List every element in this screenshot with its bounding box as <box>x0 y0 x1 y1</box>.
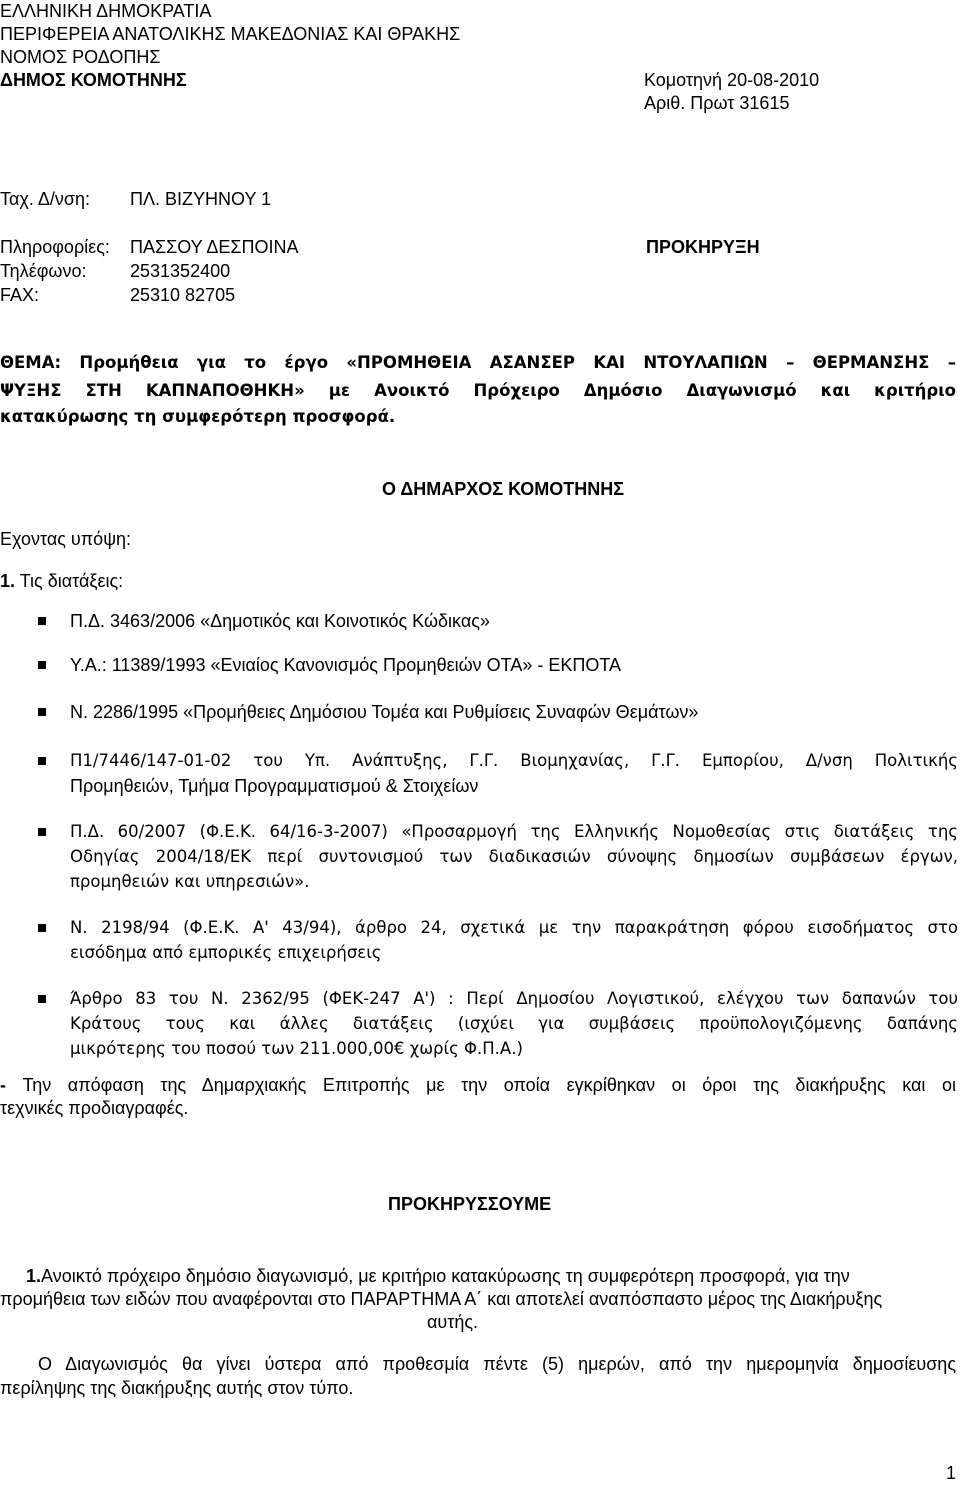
protocol-number: Αριθ. Πρωτ 31615 <box>644 93 790 113</box>
subject-line-3: κατακύρωσης τη συμφερότερη προσφορά. <box>0 407 396 426</box>
bullet-icon <box>38 708 46 716</box>
provisions-heading <box>0 570 123 593</box>
provisions-label: Τις διατάξεις: <box>15 571 124 591</box>
address-label: Ταχ. Δ/νση: <box>0 189 91 209</box>
header-country: ΕΛΛΗΝΙΚΗ ΔΗΜΟΚΡΑΤΙΑ <box>0 1 212 21</box>
phone-value: 2531352400 <box>130 261 231 281</box>
proclaim-heading: ΠΡΟΚΗΡΥΣΣΟΥΜΕ <box>388 1194 552 1214</box>
info-value: ΠΑΣΣΟΥ ΔΕΣΠΟΙΝΑ <box>130 237 299 257</box>
subject-line-2: ΨΥΞΗΣ ΣΤΗ ΚΑΠΝΑΠΟΘΗΚΗ» με Ανοικτό Πρόχειρο Δημόσιο Διαγωνισμό και κριτήριο <box>0 381 956 400</box>
decision-line-2: τεχνικές προδιαγραφές. <box>0 1098 189 1118</box>
provision-item: Π1/7446/147-01-02 του Υπ. Ανάπτυξης, Γ.Γ. Βιομηχανίας, Γ.Γ. Εμπορίου, Δ/νση Πολιτικής <box>70 751 958 770</box>
bullet-icon <box>38 617 46 625</box>
provision-item-continued: προμηθειών και υπηρεσιών». <box>70 872 310 891</box>
provision-item-continued: Οδηγίας 2004/18/ΕΚ περί συντονισμού των διαδικασιών σύνοψης δημοσίων συμβάσεων έργων, <box>70 847 958 866</box>
provision-item: Ν. 2286/1995 «Προμήθειες Δημόσιου Τομέα και Ρυθμίσεις Συναφών Θεμάτων» <box>70 702 699 722</box>
header-prefecture: ΝΟΜΟΣ ΡΟΔΟΠΗΣ <box>0 47 161 67</box>
info-label: Πληροφορίες: <box>0 237 110 257</box>
clause-1-line-3: αυτής. <box>427 1312 479 1332</box>
bullet-icon <box>38 757 46 765</box>
subject-line-1: ΘΕΜΑ: Προμήθεια για το έργο «ΠΡΟΜΗΘΕΙΑ ΑΣΑΝΣΕΡ ΚΑΙ ΝΤΟΥΛΑΠΙΩΝ – ΘΕΡΜΑΝΣΗΣ – <box>0 353 956 372</box>
header-region: ΠΕΡΙΦΕΡΕΙΑ ΑΝΑΤΟΛΙΚΗΣ ΜΑΚΕΔΟΝΙΑΣ ΚΑΙ ΘΡΑΚΗΣ <box>0 24 461 44</box>
fax-label: FAX: <box>0 285 40 305</box>
clause-1-number: 1. <box>26 1266 42 1286</box>
mayor-heading: Ο ΔΗΜΑΡΧΟΣ ΚΟΜΟΤΗΝΗΣ <box>382 479 625 499</box>
decision-dash: - <box>0 1075 23 1095</box>
clause-1-line-1 <box>26 1265 850 1288</box>
clause-1-line-2: προμήθεια των ειδών που αναφέρονται στο ΠΑΡΑΡΤΗΜΑ Α΄ και αποτελεί αναπόσπαστο μέρος της Διακήρυξης <box>0 1289 883 1309</box>
provision-item: Π.Δ. 3463/2006 «Δημοτικός και Κοινοτικός Κώδικας» <box>70 611 490 631</box>
provision-item-continued: μικρότερης του ποσού των 211.000,00€ χωρίς Φ.Π.Α.) <box>70 1039 523 1058</box>
provision-item: Υ.Α.: 11389/1993 «Ενιαίος Κανονισμός Προμηθειών ΟΤΑ» - ΕΚΠΟΤΑ <box>70 655 622 675</box>
document-date: Κομοτηνή 20-08-2010 <box>644 70 820 90</box>
bullet-icon <box>38 924 46 932</box>
clause-2-line-1: Ο Διαγωνισμός θα γίνει ύστερα από προθεσμία πέντε (5) ημερών, από την ημερομηνία δημοσίευσης <box>38 1354 956 1374</box>
provision-item: Άρθρο 83 του Ν. 2362/95 (ΦΕΚ-247 Α') : Περί Δημοσίου Λογιστικού, ελέγχου των δαπανών του <box>70 989 958 1008</box>
bullet-icon <box>38 661 46 669</box>
considering-label: Εχοντας υπόψη: <box>0 529 132 549</box>
provision-item-continued: εισόδημα από εμπορικές επιχειρήσεις <box>70 943 382 962</box>
bullet-icon <box>38 828 46 836</box>
decision-text: Την απόφαση της Δημαρχιακής Επιτροπής με την οποία εγκρίθηκαν οι όροι της διακήρυξης και οι <box>22 1075 957 1095</box>
provision-item: Ν. 2198/94 (Φ.Ε.Κ. Α' 43/94), άρθρο 24, σχετικά με την παρακράτηση φόρου εισοδήματος στο <box>70 918 958 937</box>
provisions-number: 1. <box>0 571 16 591</box>
fax-value: 25310 82705 <box>130 285 236 305</box>
bullet-icon <box>38 995 46 1003</box>
provision-item: Π.Δ. 60/2007 (Φ.Ε.Κ. 64/16-3-2007) «Προσαρμογή της Ελληνικής Νομοθεσίας στις διατάξεις της <box>70 822 958 841</box>
clause-2-line-2: περίληψης της διακήρυξης αυτής στον τύπο. <box>0 1378 354 1398</box>
phone-label: Τηλέφωνο: <box>0 261 87 281</box>
address-value: ΠΛ. ΒΙΖΥΗΝΟΥ 1 <box>130 189 272 209</box>
clause-1-text: Ανοικτό πρόχειρο δημόσιο διαγωνισμό, με κριτήριο κατακύρωσης τη συμφερότερη προσφορά, για την <box>41 1266 850 1286</box>
header-municipality: ΔΗΜΟΣ ΚΟΜΟΤΗΝΗΣ <box>0 70 187 90</box>
provision-item-continued: Κράτους τους και άλλες διατάξεις (ισχύει για συμβάσεις προϋπολογιζόμενης δαπάνης <box>70 1014 958 1033</box>
page-number: 1 <box>946 1463 957 1483</box>
provision-item-continued: Προμηθειών, Τμήμα Προγραμματισμού & Στοιχείων <box>70 776 479 796</box>
document-type: ΠΡΟΚΗΡΥΞΗ <box>646 237 760 257</box>
decision-line-1 <box>0 1074 956 1097</box>
